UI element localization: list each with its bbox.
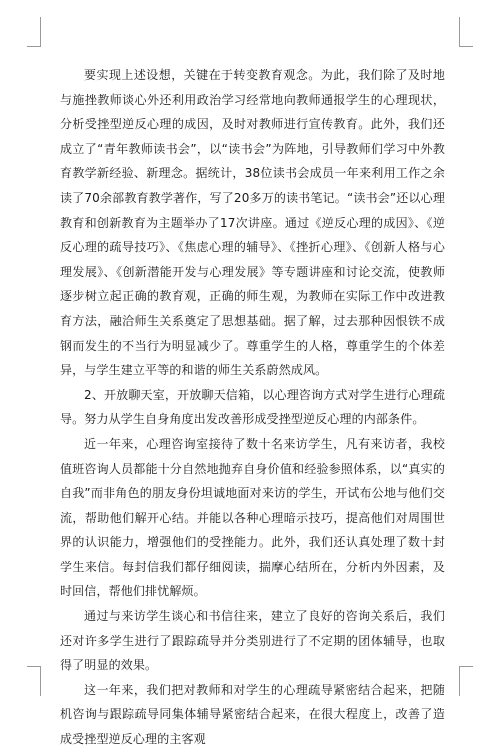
paragraph: 近一年来，心理咨询室接待了数十名来访学生，凡有来访者，我校值班咨询人员都能十分自然地抛弃自身价值和经验参照体系，以“真实的自我”而非角色的朋友身份坦诚地面对来访的学生，开试布公地与他们交流，帮助他们解开心结。并能以各种心理暗示技巧，提高他们对周围世界的认识能力，增强他们的受挫能力。此外，我们还认真处理了数十封学生来信。每封信我们都仔细阅读，揣摩心结所在，分析内外因素，及时回信，帮他们排忧解烦。 [60,436,445,599]
crop-mark-top-right [459,46,473,47]
crop-mark-top-right [459,17,460,47]
crop-mark-top-left [40,17,41,47]
paragraph: 2、开放聊天室，开放聊天信箱，以心理咨询方式对学生进行心理疏导。努力从学生自身角度出发改善形成受挫型逆反心理的内部条件。 [60,387,445,427]
crop-mark-bottom-right [459,666,460,696]
crop-mark-top-left [27,46,41,47]
crop-mark-bottom-right [459,666,473,667]
paragraph: 通过与来访学生谈心和书信往来，建立了良好的咨询关系后，我们还对许多学生进行了跟踪疏导并分类别进行了不定期的团体辅导，也取得了明显的效果。 [60,609,445,673]
crop-mark-bottom-left [40,666,41,696]
paragraph: 要实现上述设想，关键在于转变教育观念。为此，我们除了及时地与施挫教师谈心外还利用政治学习经常地向教师通报学生的心理现状，分析受挫型逆反心理的成因，及时对教师进行宣传教育。此外，我们还成立了“青年教师读书会”，以“读书会”为阵地，引导教师们学习中外教育教学新经验、新理念。据统计，38位读书会成员一年来利用工作之余读了70余部教育教学著作，写了20多万的读书笔记。“读书会”还以心理教育和创新教育为主题举办了17次讲座。通过《逆反心理的成因》、《逆反心理的疏导技巧》、《焦虑心理的辅导》、《挫折心理》、《创新人格与心理发展》、《创新潜能开发与心理发展》等专题讲座和讨论交流，使教师逐步树立起正确的教育观，正确的师生观，为教师在实际工作中改进教育方法，融洽师生关系奠定了思想基础。据了解，过去那种因恨铁不成钢而发生的不当行为明显减少了。尊重学生的人格，尊重学生的个体差异，与学生建立平等的和谐的师生关系蔚然成风。 [60,68,445,378]
crop-mark-bottom-left [27,666,41,667]
body-text [60,63,445,752]
paragraph: 这一年来，我们把对教师和对学生的心理疏导紧密结合起来，把随机咨询与跟踪疏导同集体辅导紧密结合起来，在很大程度上，改善了造成受挫型逆反心理的主客观 [60,682,445,747]
